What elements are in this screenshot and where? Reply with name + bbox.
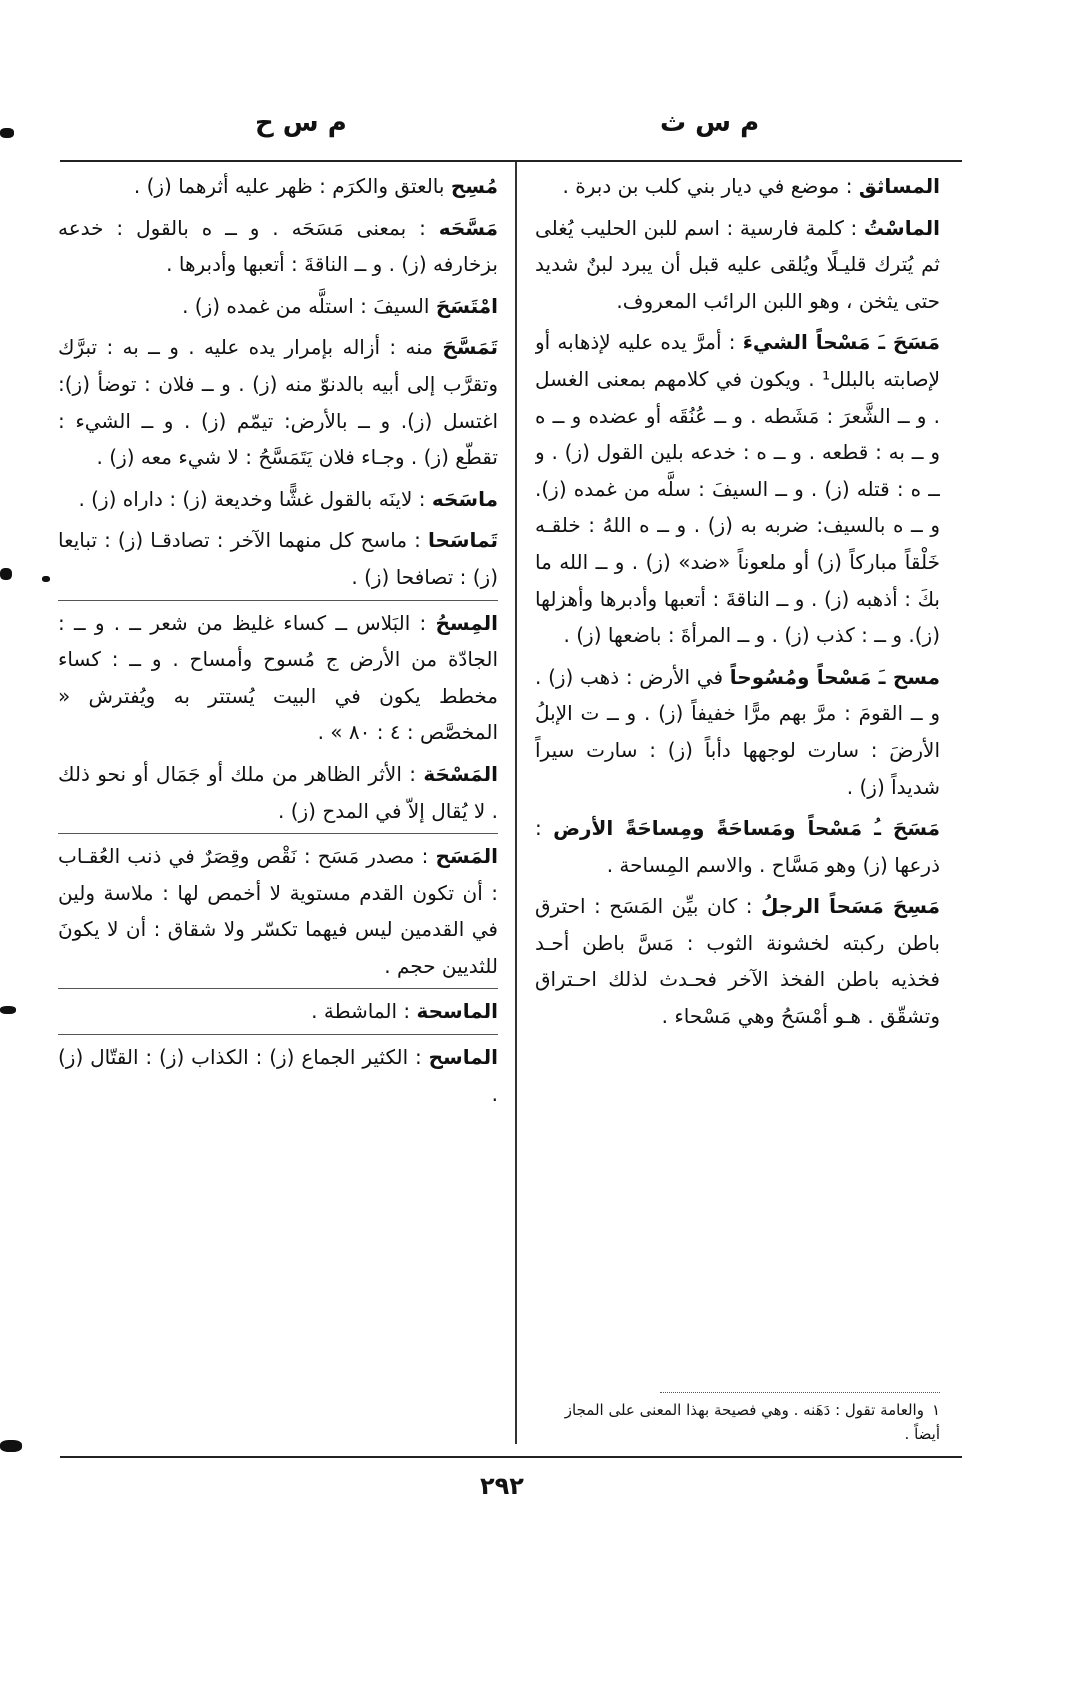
headword: مَسِحَ مَسَحاً الرجلُ (760, 894, 940, 919)
entry (58, 605, 498, 751)
headword: المِسحُ (435, 610, 498, 635)
entry (535, 210, 940, 320)
definition: بالعتق والكرَم : ظهر عليه أثرهما (ز) . (133, 174, 445, 198)
scan-blot (0, 128, 14, 138)
headword: مسح ـَ مَسْحاً ومُسُوحاً (729, 664, 940, 689)
running-header-right: م س ث (660, 108, 760, 138)
entry (58, 756, 498, 834)
definition: : الماشطة . (311, 999, 411, 1024)
definition: : الأثر الظاهر من ملك أو جَمَال أو نحو ذلك . لا يُقال إلاّ في المدح (ز) . (58, 761, 498, 823)
page-number: ٢٩٢ (480, 1472, 524, 1500)
definition: : كان بيِّن المَسَح : احترق باطن ركبته لخشونة الثوب : مَسَّ باطن أحـد فخذيه باطن الفخذ الآخر فحـدث لذلك احـتراق وتشقّق . هـو أمْسَحُ وهي مَسْحاء . (535, 894, 940, 1029)
entry (58, 288, 498, 325)
headword: المَسَح (435, 844, 498, 869)
definition: : موضع في ديار بني كلب بن دبرة . (562, 174, 853, 198)
definition: في الأرض : ذهب (ز) . و ــ القومَ : مرَّ بهم مرًّا خفيفاً (ز) . و ــ ت الإبلُ الأرضَ : سارت لوجهها دأباً (ز) : سارت سيراً شديداً (ز) . (535, 664, 940, 799)
footnote-number: ١ (931, 1401, 940, 1419)
headword: المساثق (858, 174, 940, 198)
headword: مَسَحَ ـَ مَسْحاً الشيءَ (742, 330, 940, 355)
entry (535, 324, 940, 653)
entry (58, 993, 498, 1035)
definition: : ذرعها (ز) وهو مَسَّاح . والاسم المِساحة . (535, 816, 940, 877)
running-header-left: م س ح (255, 108, 347, 138)
scan-blot (0, 568, 12, 580)
left-column (58, 168, 498, 1448)
scan-blot (42, 576, 50, 582)
headword: المَسْحَة (423, 761, 498, 786)
headword: تَماسَحا (427, 528, 498, 553)
headword: مَسَحَ ـُ مَسْحاً ومَساحَةً ومِساحَةً الأرض (553, 816, 940, 841)
entry (58, 210, 498, 283)
footnote (535, 1398, 940, 1446)
definition: منه : أزاله بإمرار يده عليه . و ــ به : تبرَّك وتقرَّب إلى أبيه بالدنوّ منه (ز) . و ــ فلان : توضأ (ز): اغتسل (ز). و ــ بالأرض: تيمّم (ز) . و ــ الشيء : تقطّع (ز) . وجـاء فلان يَتَمَسَّحُ : لا شيء معه (ز) . (58, 335, 498, 470)
entry (58, 1039, 498, 1112)
entry (58, 481, 498, 518)
entry (58, 329, 498, 475)
headword: تَمَسَّحَ (442, 335, 498, 360)
definition: : البَلاس ــ كساء غليظ من شعر ــ . و ــ : الجادّة من الأرض ج مُسوح وأمساح . و ــ : كساء مخطط يكون في البيت يُستتر به ويُفترش « المخصَّص : ٤ : ٨٠ » . (58, 610, 498, 745)
header-rule (60, 160, 962, 162)
headword: ماسَحَه (431, 486, 498, 511)
scan-blot (0, 1440, 22, 1452)
headword: مَسَّحَه (438, 215, 498, 240)
entry (58, 522, 498, 600)
definition: : الكثير الجماع (ز) : الكذاب (ز) : القتّال (ز) . (58, 1045, 498, 1106)
column-divider (515, 162, 517, 1444)
entry (535, 659, 940, 805)
definition: السيفَ : استلَّه من غمده (ز) . (182, 293, 430, 318)
footnote-text: والعامة تقول : دَهَنه . وهي فصيحة بهذا المعنى على المجاز أيضاً . (564, 1401, 940, 1443)
headword: امْتَسَحَ (435, 293, 498, 318)
entry (58, 168, 498, 205)
definition: : كلمة فارسية : اسم للبن الحليب يُغلى ثم يُترك قليـلًا ويُلقى عليه قبل أن يبرد لبنٌ شديد حتى يثخن ، وهو اللبن الرائب المعروف. (535, 215, 940, 313)
entry (58, 838, 498, 989)
entry (535, 810, 940, 883)
definition: : ماسح كل منهما الآخر : تصادقـا (ز) : تبايعا (ز) : تصافحا (ز) . (58, 528, 498, 589)
headword: الماسْتُ (863, 215, 940, 240)
headword: الماسح (428, 1045, 498, 1070)
definition: : مصدر مَسَح : نَقْص وقِصَرٌ في ذنب العُقـاب : أن تكون القدم مستوية لا أخمص لها : ملاسة ولين في القدمين ليس فيهما تكسّر ولا شقاق : أن لا يكونَ للثديين حجم . (58, 844, 498, 978)
definition: : بمعنى مَسَحَه . و ــ ه بالقول : خدعه بزخارفه (ز) . و ــ الناقةَ : أتعبها وأدبرها . (58, 215, 498, 277)
right-column (535, 168, 940, 1388)
definition: : أمرَّ يده عليه لإذهابه أو لإصابته بالبلل¹ . ويكون في كلامهم بمعنى الغسل . و ــ الشَّعرَ : مَشَطه . و ــ عُنُقَه أو عضده و ــ ه و ــ به : قطعه . و ــ ه : خدعه بلين القول (ز) . و ــ ه : قتله (ز) . و ــ السيفَ : سلَّه من غمده (ز). و ــ ه بالسيف: ضربه به (ز) . و ــ ه اللهُ : خلقـه خَلْقاً مباركاً (ز) أو ملعوناً «ضد» (ز) . و ــ الله ما بكَ : أذهبه (ز) . و ــ الناقةَ : أتعبها وأدبرها وأهزلها (ز). و ــ : كذب (ز) . و ــ المرأةَ : باضعها (ز) . (535, 330, 940, 648)
entry (535, 888, 940, 1034)
headword: الماسحة (416, 999, 498, 1024)
entry (535, 168, 940, 205)
scan-blot (0, 1006, 16, 1014)
definition: : لاينَه بالقول غشًّا وخديعة (ز) : داراه (ز) . (78, 486, 426, 511)
headword: مُسِح (450, 174, 498, 198)
footer-rule (60, 1456, 962, 1458)
footnote-separator (660, 1392, 940, 1393)
